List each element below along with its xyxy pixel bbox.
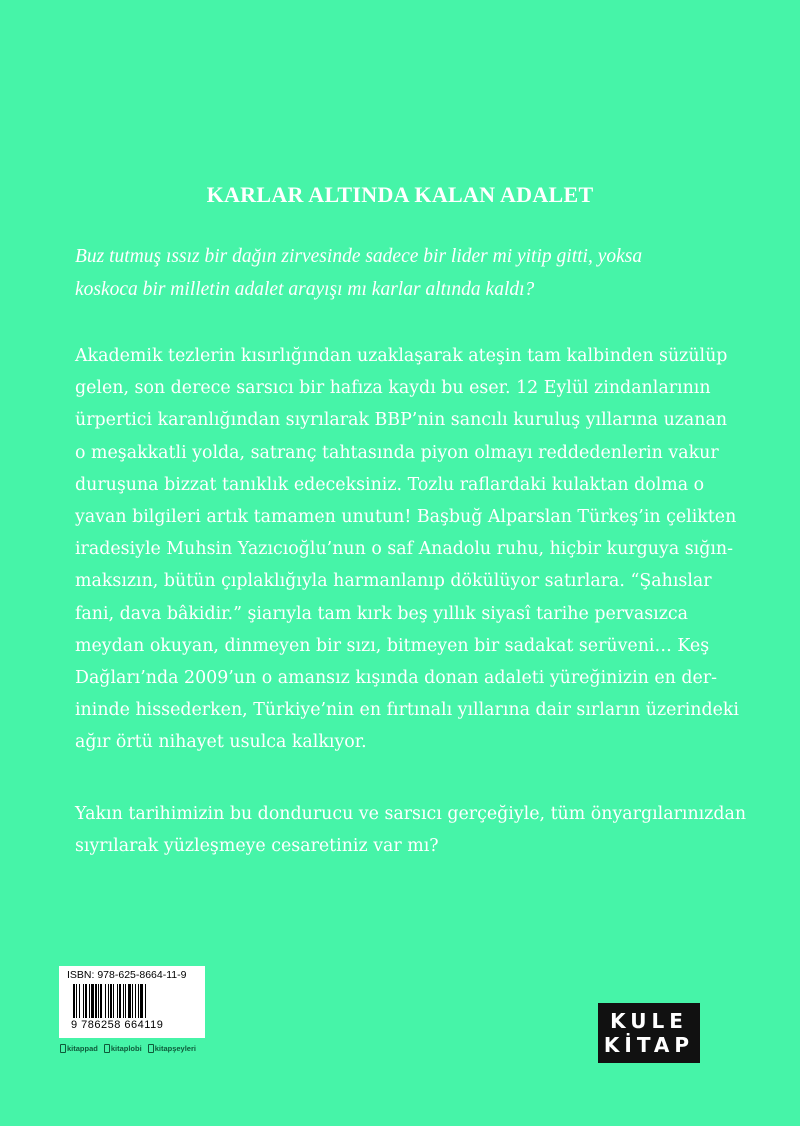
blurb-line: duruşuna bizzat tanıklık edeceksiniz. Tozlu raflardaki kulaktan dolma o [75,474,705,495]
publisher-logo [598,1003,700,1063]
publisher-logo-line2: KİTAP [603,1033,695,1057]
store-mark-icon [60,1044,66,1053]
barcode-digits: 9 786258 664119 [71,1019,164,1031]
blurb-line: yavan bilgileri artık tamamen unutun! Başbuğ Alparslan Türkeş’in çelikten [75,507,737,528]
store-logo: kitapşeyleri [148,1044,196,1053]
blurb-line: meydan okuyan, dinmeyen bir sızı, bitmeyen bir sadakat serüveni… Keş [75,635,710,656]
blurb-line: Dağları’nda 2009’un o amansız kışında donan adaleti yüreğinizin en der- [75,668,718,689]
closing-line: sıyrılarak yüzleşmeye cesaretiniz var mı? [75,836,439,857]
book-title: KARLAR ALTINDA KALAN ADALET [206,182,594,207]
closing-paragraph [75,798,747,862]
blurb-line: iradesiyle Muhsin Yazıcıoğlu’nun o saf Anadolu ruhu, hiçbir kurguya sığın- [75,539,733,560]
blurb-line: o meşakkatli yolda, satranç tahtasında piyon olmayı reddedenlerin vakur [75,442,719,463]
store-logo: kitappad [60,1044,98,1053]
isbn-barcode-box [59,966,205,1038]
store-mark-icon [104,1044,110,1053]
store-logo: kitaplobi [104,1044,142,1053]
barcode [73,984,193,1018]
lead-line: koskoca bir milletin adalet arayışı mı karlar altında kaldı? [75,279,535,300]
lead-line: Buz tutmuş ıssız bir dağın zirvesinde sadece bir lider mi yitip gitti, yoksa [75,246,643,267]
store-logos [60,1044,220,1053]
blurb-line: gelen, son derece sarsıcı bir hafıza kaydı bu eser. 12 Eylül zindanlarının [75,378,711,399]
blurb-line: ağır örtü nihayet usulca kalkıyor. [75,732,367,753]
publisher-logo-line1: KULE [610,1009,688,1033]
lead-question [75,240,735,306]
store-mark-icon [148,1044,154,1053]
blurb-line: ininde hissederken, Türkiye’nin en fırtınalı yıllarına dair sırların üzerindeki [75,700,739,721]
blurb-line: Akademik tezlerin kısırlığından uzaklaşarak ateşin tam kalbinden süzülüp [75,346,728,366]
closing-line: Yakın tarihimizin bu dondurucu ve sarsıcı gerçeğiyle, tüm önyargılarınızdan [75,804,747,824]
isbn-label: ISBN: 978-625-8664-11-9 [67,969,187,981]
blurb-line: ürpertici karanlığından sıyrılarak BBP’nin sancılı kuruluş yıllarına uzanan [75,410,728,431]
blurb-paragraph [75,340,743,759]
blurb-line: fani, dava bâkidir.” şiarıyla tam kırk beş yıllık siyasî tarihe pervasızca [75,603,689,624]
blurb-line: maksızın, bütün çıplaklığıyla harmanlanıp dökülüyor satırlara. “Şahıslar [75,571,712,592]
